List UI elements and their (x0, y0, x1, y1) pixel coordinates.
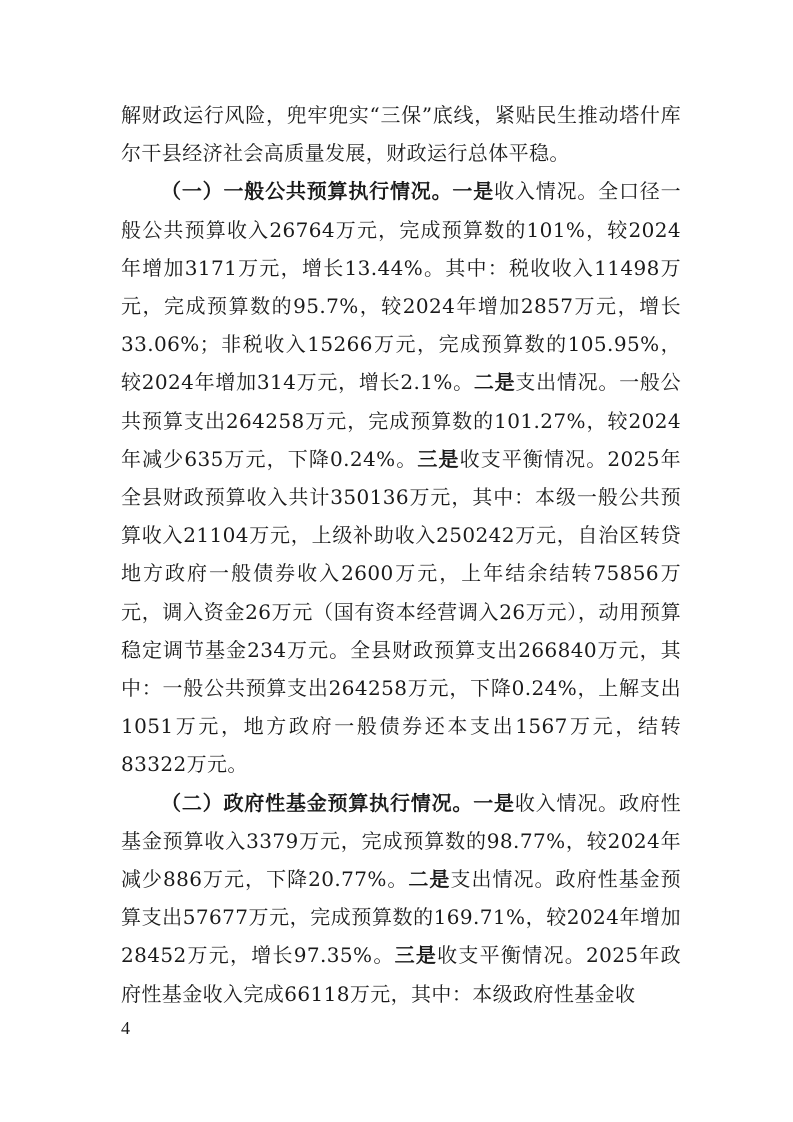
section-heading-general-budget: （一）一般公共预算执行情况。一是 (161, 179, 495, 204)
general-budget-lead-3: 三是 (417, 446, 460, 471)
paragraph-intro (121, 96, 681, 172)
general-budget-expenditure-text: 支出情况。一般公共预算支出264258万元，完成预算数的101.27%，较2024年减少635万元，下降0.24%。 (121, 370, 681, 471)
government-fund-lead-3: 三是 (394, 943, 438, 968)
paragraph-government-fund (121, 784, 681, 1013)
government-fund-balance-text: 收支平衡情况。2025年政府性基金收入完成66118万元，其中：本级政府性基金收 (121, 943, 681, 1006)
paragraph-general-budget (121, 172, 681, 783)
page-number: 4 (121, 1018, 130, 1038)
general-budget-income-text: 收入情况。全口径一般公共预算收入26764万元，完成预算数的101%，较2024年增加3171万元，增长13.44%。其中：税收收入11498万元，完成预算数的95.7%，较2024年增加2857万元，增长33.06%；非税收入15266万元，完成预算数的105.95%，较2024年增加314万元，增长2.1%。 (121, 179, 681, 395)
general-budget-lead-2: 二是 (473, 370, 516, 395)
government-fund-lead-2: 二是 (408, 867, 451, 892)
paragraph-intro-text: 解财政运行风险，兜牢兜实“三保”底线，紧贴民生推动塔什库尔干县经济社会高质量发展，财政运行总体平稳。 (121, 103, 681, 166)
government-fund-income-text: 收入情况。政府性基金预算收入3379万元，完成预算数的98.77%，较2024年减少886万元，下降20.77%。 (121, 790, 681, 892)
document-body (121, 96, 681, 1013)
government-fund-expenditure-text: 支出情况。政府性基金预算支出57677万元，完成预算数的169.71%，较2024年增加28452万元，增长97.35%。 (121, 867, 682, 968)
section-heading-government-fund: （二）政府性基金预算执行情况。一是 (161, 790, 515, 815)
general-budget-balance-text: 收支平衡情况。2025年全县财政预算收入共计350136万元，其中：本级一般公共预算收入21104万元，上级补助收入250242万元，自治区转贷地方政府一般债券收入2600万元，上年结余结转75856万元，调入资金26万元（国有资本经营调入26万元），动用预算稳定调节基金234万元。全县财政预算支出266840万元，其中：一般公共预算支出264258万元，下降0.24%，上解支出1051万元，地方政府一般债券还本支出1567万元，结转83322万元。 (121, 446, 681, 777)
